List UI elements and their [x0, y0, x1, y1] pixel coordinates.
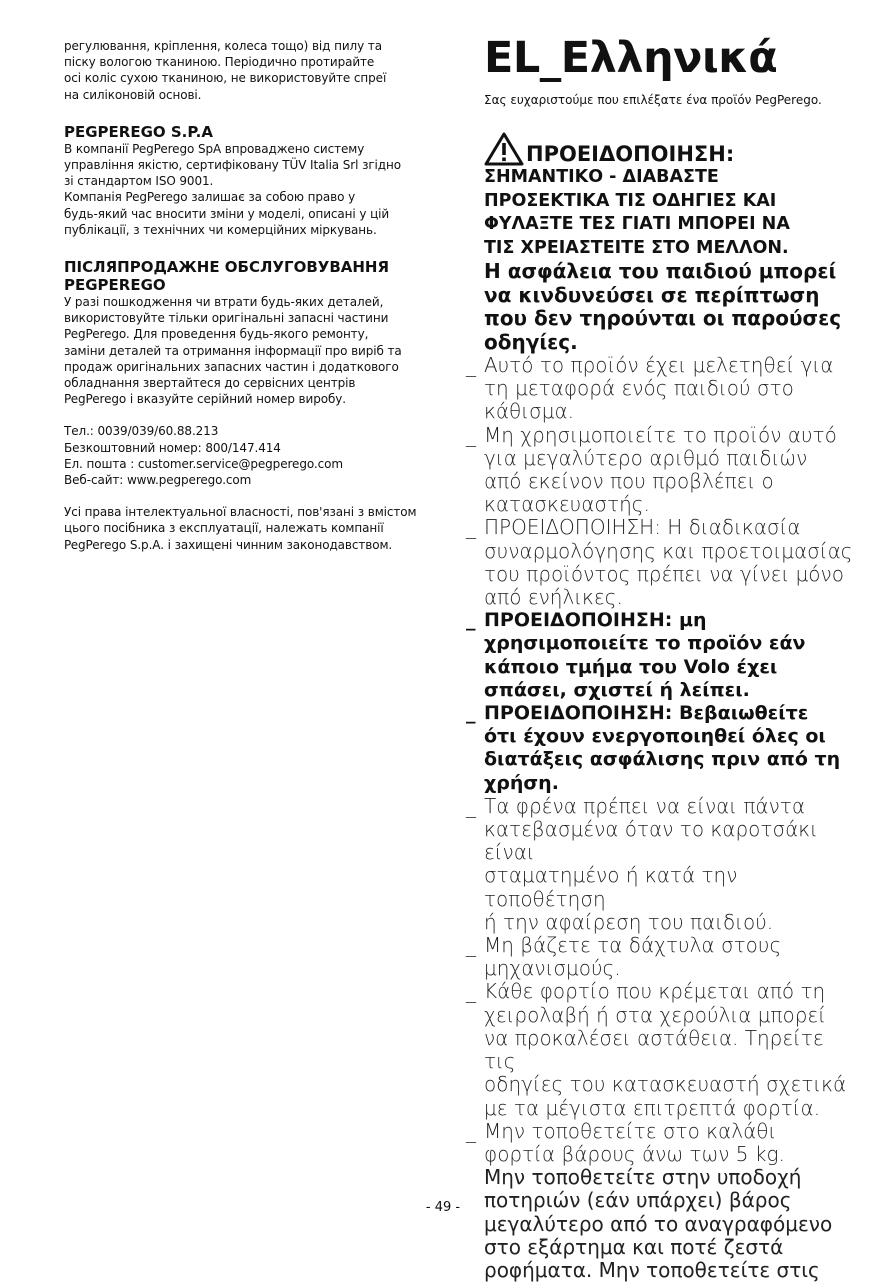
company-heading: PEGPEREGO S.P.A: [64, 122, 213, 141]
bullet-mark: _: [466, 979, 476, 1004]
list-item: _ ΠΡΟΕΙΔΟΠΟΙΗΣΗ: μη χρησιμοποιείτε το προϊόν εάν κάποιο τμήμα του Volo έχει σπάσει, σχιστεί ή λείπει.: [466, 609, 806, 701]
list-item: _ Κάθε φορτίο που κρέμεται από τη χειρολαβή ή στα χερούλια μπορεί να προκαλέσει αστάθεια. Τηρείτε τις οδηγίες του κατασκευαστή σχετικά με τα μέγιστα επιτρεπτά φορτία.: [466, 979, 847, 1120]
list-item: _ Μην τοποθετείτε στο καλάθι φορτία βάρους άνω των 5 kg.: [466, 1118, 785, 1166]
service-heading: ПІСЛЯПРОДАЖНЕ ОБСЛУГОВУВАННЯ PEGPEREGO: [64, 258, 390, 295]
list-item: _ ΠΡΟΕΙΔΟΠΟΙΗΣΗ: Βεβαιωθείτε ότι έχουν ενεργοποιηθεί όλες οι διατάξεις ασφάλισης πριν από τη χρήση.: [466, 702, 841, 794]
left-column: [64, 38, 436, 553]
list-item: _ Μη βάζετε τα δάχτυλα στους μηχανισμούς.: [466, 933, 782, 981]
warning-heading: [484, 132, 856, 166]
intro-paragraph: регулювання, кріплення, колеса тощо) від пилу та піску вологою тканиною. Періодично протирайте осі коліс сухою тканиною, не використовуйте спреї на силіконовій основі.: [64, 39, 387, 102]
continuation-text: Μην τοποθετείτε στην υποδοχή ποτηριών (εάν υπάρχει) βάρος μεγαλύτερο από το αναγραφόμενο στο εξάρτημα και ποτέ ζεστά ροφήματα. Μην τοποθετείτε στις: [484, 1165, 833, 1282]
warning-triangle-icon: [484, 132, 524, 166]
page-number: - 49 -: [425, 1200, 461, 1215]
warning-bold-text: Η ασφάλεια του παιδιού μπορεί να κινδυνεύσει σε περίπτωση που δεν τηρούνται οι παρούσες οδηγίες.: [484, 259, 842, 354]
bullet-mark: _: [466, 515, 476, 540]
list-item: _ Αυτό το προϊόν έχει μελετηθεί για τη μεταφορά ενός παιδιού στο κάθισμα.: [466, 353, 834, 424]
warning-title: ΠΡΟΕΙΔΟΠΟΙΗΣΗ:: [526, 142, 735, 166]
service-paragraph: У разі пошкодження чи втрати будь-яких деталей, використовуйте тільки оригінальні запасні частини PegPerego. Для проведення будь-якого ремонту, заміни деталей та отримання інформації про виріб та продаж оригінальних запасних частин і додаткового обладнання звертайтеся до сервісних центрів PegPerego і вказуйте серійний номер виробу.: [64, 295, 402, 407]
language-title: EL_Ελληνικά: [484, 33, 778, 83]
list-item: _ Μη χρησιμοποιείτε το προϊόν αυτό για μεγαλύτερο αριθμό παιδιών από εκείνον που προβλέπει ο κατασκευαστής.: [466, 422, 837, 517]
company-paragraph: В компанії PegPerego SpA впроваджено систему управління якістю, сертифіковану TÜV Italia Srl згідно зі стандартом ISO 9001. Компанія PegPerego залишає за собою право у будь-який час вносити зміни у моделі, описані у цій публікації, з технічних чи комерційних міркувань.: [64, 141, 401, 237]
warning-caps-text: ΣΗΜΑΝΤΙΚΟ - ΔΙΑΒΑΣΤΕ ΠΡΟΣΕΚΤΙΚΑ ΤΙΣ ΟΔΗΓΙΕΣ ΚΑΙ ΦΥΛΑΞΤΕ ΤΕΣ ΓΙΑΤΙ ΜΠΟΡΕΙ ΝΑ ΤΙΣ ΧΡΕΙΑΣΤΕΙΤΕ ΣΤΟ ΜΕΛΛΟΝ.: [484, 167, 790, 258]
list-item: _ Τα φρένα πρέπει να είναι πάντα κατεβασμένα όταν το καροτσάκι είναι σταματημένο ή κατά την τοποθέτηση ή την αφαίρεση του παιδιού.: [466, 793, 818, 934]
contacts-block: Тел.: 0039/039/60.88.213 Безкоштовний номер: 800/147.414 Ел. пошта : customer.service@pegperego.com Веб-сайт: www.pegperego.com: [64, 424, 343, 488]
bullet-mark: _: [466, 793, 476, 818]
list-item: _ ΠΡΟΕΙΔΟΠΟΙΗΣΗ: Η διαδικασία συναρμολόγησης και προετοιμασίας του προϊόντος πρέπει να γίνει μόνο από ενήλικες.: [466, 515, 853, 610]
bullet-mark: _: [466, 702, 476, 725]
right-column: [466, 30, 856, 1282]
bullet-mark: _: [466, 609, 476, 632]
bullet-mark: _: [466, 353, 476, 377]
rights-paragraph: Усі права інтелектуальної власності, пов'язані з вмістом цього посібника з експлуатації, належать компанії PegPerego S.p.A. і захищені чинним законодавством.: [64, 505, 417, 552]
thank-you-text: Σας ευχαριστούμε που επιλέξατε ένα προϊόν PegPerego.: [484, 93, 822, 107]
bullet-mark: _: [466, 933, 476, 958]
bullet-mark: _: [466, 422, 476, 447]
bullet-mark: _: [466, 1118, 476, 1143]
